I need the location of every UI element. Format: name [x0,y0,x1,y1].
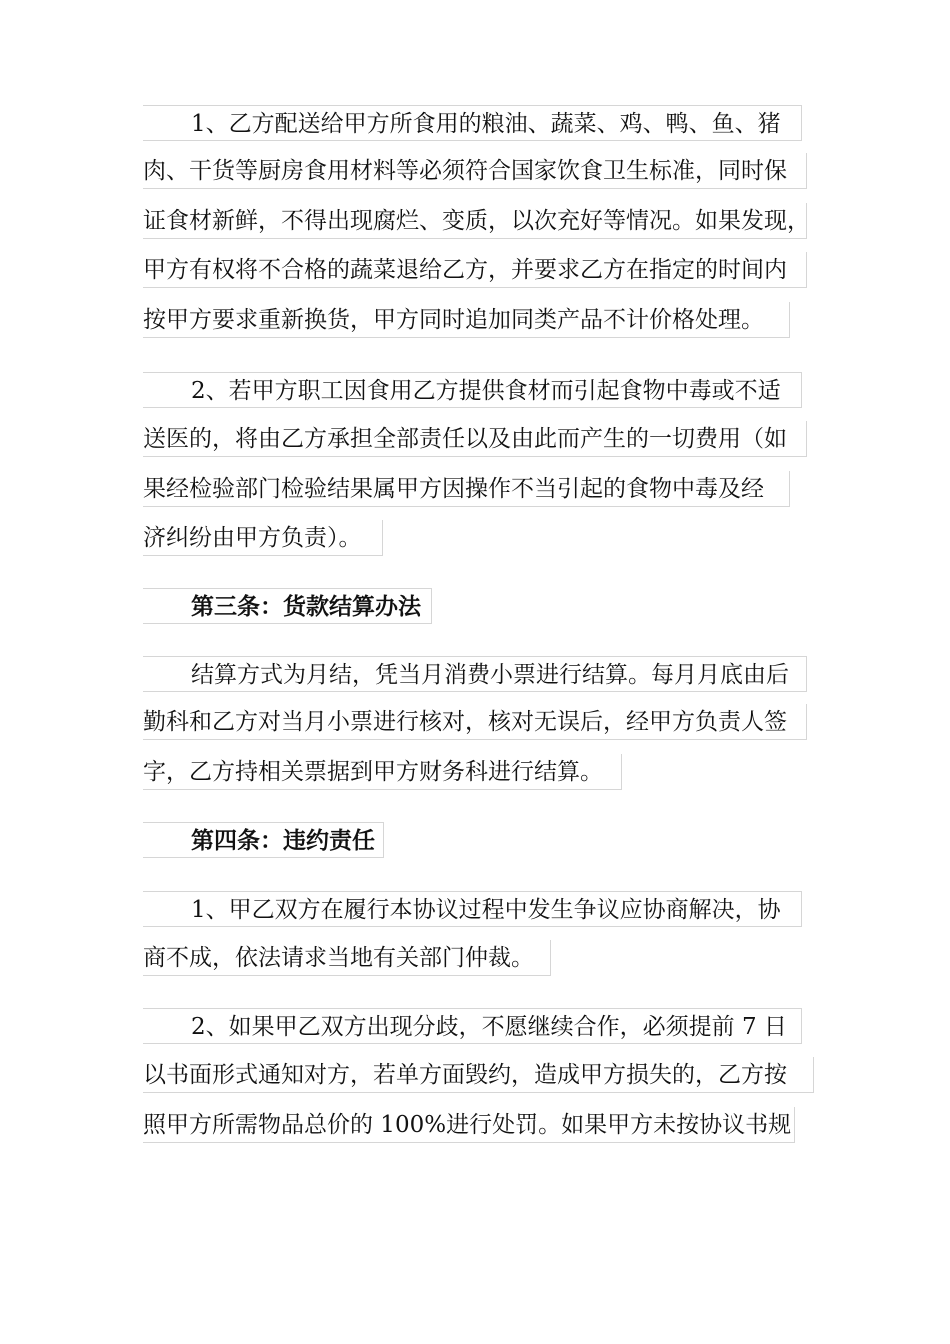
paragraph-line: 勤科和乙方对当月小票进行核对，核对无误后，经甲方负责人签 [143,704,807,740]
paragraph-line: 证食材新鲜，不得出现腐烂、变质，以次充好等情况。如果发现， [143,203,807,239]
paragraph-line: 1、甲乙双方在履行本协议过程中发生争议应协商解决，协 [143,891,802,927]
paragraph-line: 2、如果甲乙双方出现分歧，不愿继续合作，必须提前 7 日 [143,1008,802,1044]
paragraph-line: 送医的，将由乙方承担全部责任以及由此而产生的一切费用（如 [143,421,807,457]
paragraph-line: 字，乙方持相关票据到甲方财务科进行结算。 [143,754,622,790]
paragraph-line: 照甲方所需物品总价的 100%进行处罚。如果甲方未按协议书规 [143,1107,795,1143]
paragraph-line: 肉、干货等厨房食用材料等必须符合国家饮食卫生标准，同时保 [143,153,807,189]
paragraph-line: 甲方有权将不合格的蔬菜退给乙方，并要求乙方在指定的时间内 [143,252,807,288]
paragraph-line: 商不成，依法请求当地有关部门仲裁。 [143,940,551,976]
paragraph-line: 济纠纷由甲方负责）。 [143,520,383,556]
paragraph-line: 2、若甲方职工因食用乙方提供食材而引起食物中毒或不适 [143,372,802,408]
paragraph-line: 以书面形式通知对方，若单方面毁约，造成甲方损失的，乙方按 [143,1057,814,1093]
article-heading: 第四条：违约责任 [143,822,384,858]
paragraph-line: 1、乙方配送给甲方所食用的粮油、蔬菜、鸡、鸭、鱼、猪 [143,105,802,141]
paragraph-line: 结算方式为月结，凭当月消费小票进行结算。每月月底由后 [143,656,807,692]
paragraph-line: 按甲方要求重新换货，甲方同时追加同类产品不计价格处理。 [143,302,790,338]
article-heading: 第三条：货款结算办法 [143,588,432,624]
paragraph-line: 果经检验部门检验结果属甲方因操作不当引起的食物中毒及经 [143,471,790,507]
